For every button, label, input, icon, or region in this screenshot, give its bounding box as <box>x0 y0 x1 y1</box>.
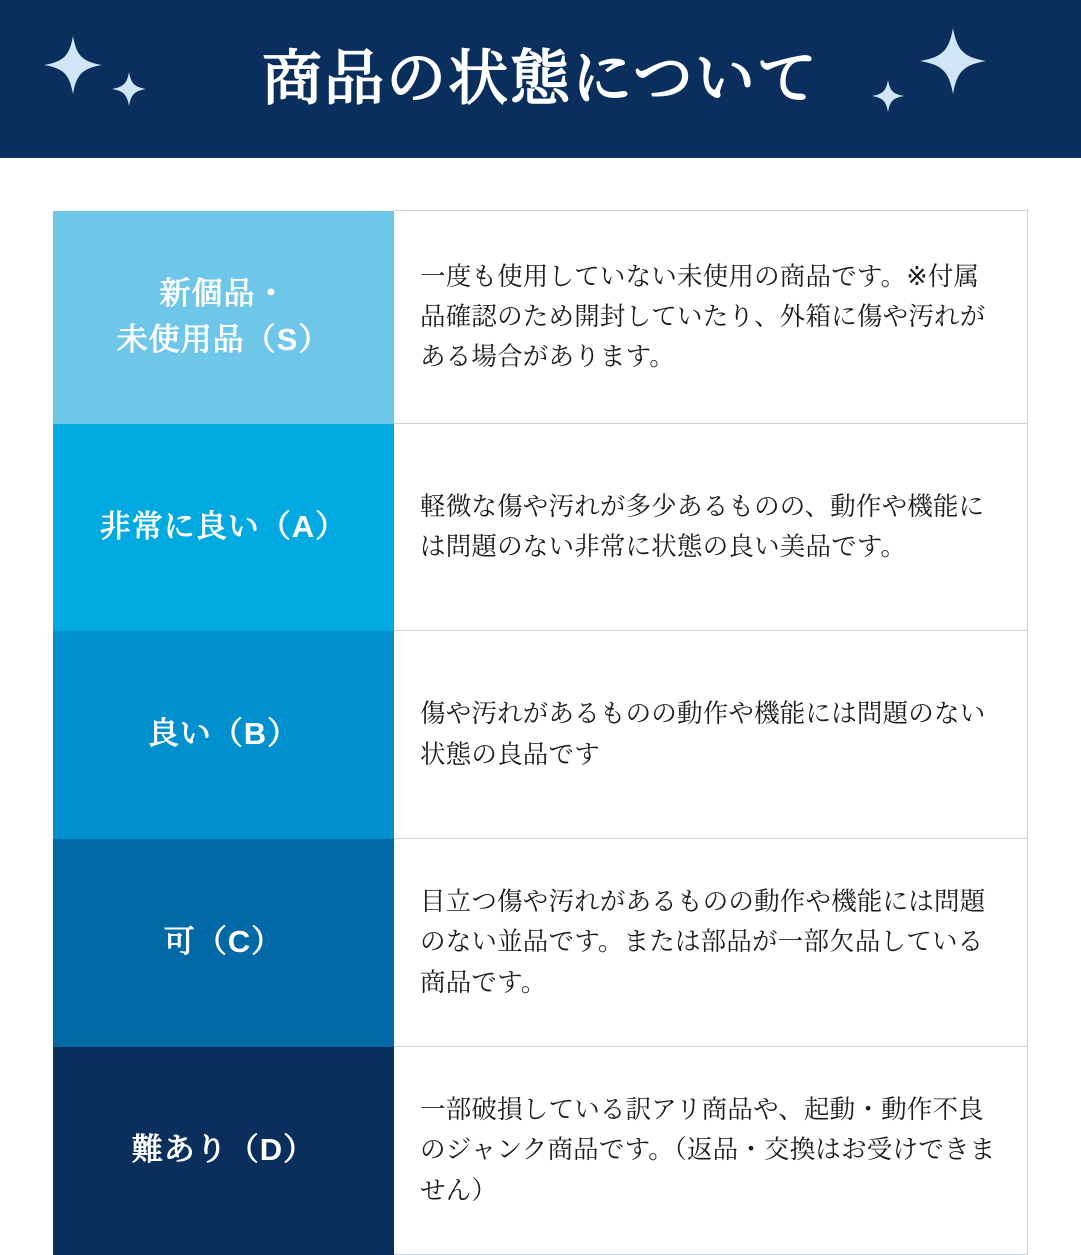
table-row <box>53 839 1028 1047</box>
grade-description-b: 傷や汚れがあるものの動作や機能には問題のない状態の良品です <box>394 631 1028 839</box>
sparkle-icon <box>44 36 102 94</box>
sparkle-icon <box>872 80 904 112</box>
grade-label-line: 良い（B） <box>147 716 300 752</box>
table-row <box>53 631 1028 839</box>
grade-description-a: 軽微な傷や汚れが多少あるものの、動作や機能には問題のない非常に状態の良い美品です。 <box>394 424 1028 631</box>
table-row <box>53 424 1028 631</box>
grade-label-d <box>53 1047 394 1255</box>
sparkle-icon <box>112 72 146 106</box>
grade-label-c <box>53 839 394 1047</box>
grade-label-a <box>53 424 394 631</box>
sparkle-icon <box>920 28 986 94</box>
condition-grade-table <box>53 210 1028 1255</box>
grade-description-c: 目立つ傷や汚れがあるものの動作や機能には問題のない並品です。または部品が一部欠品している商品です。 <box>394 839 1028 1047</box>
grade-label-s <box>53 211 394 424</box>
grade-label-line: 新個品・ <box>159 275 288 311</box>
table-row <box>53 1047 1028 1255</box>
table-row <box>53 211 1028 424</box>
page-title: 商品の状態について <box>262 45 819 112</box>
grade-description-s: 一度も使用していない未使用の商品です。※付属品確認のため開封していたり、外箱に傷や汚れがある場合があります。 <box>394 211 1028 424</box>
grade-label-b <box>53 631 394 839</box>
condition-table-wrapper <box>0 158 1081 1255</box>
grade-label-line: 未使用品（S） <box>116 322 331 357</box>
grade-label-line: 非常に良い（A） <box>99 508 348 544</box>
grade-description-d: 一部破損している訳アリ商品や、起動・動作不良のジャンク商品です。（返品・交換はお受けできません） <box>394 1047 1028 1255</box>
page-header <box>0 0 1081 158</box>
grade-label-line: 難あり（D） <box>131 1132 316 1168</box>
grade-label-line: 可（C） <box>163 924 284 960</box>
